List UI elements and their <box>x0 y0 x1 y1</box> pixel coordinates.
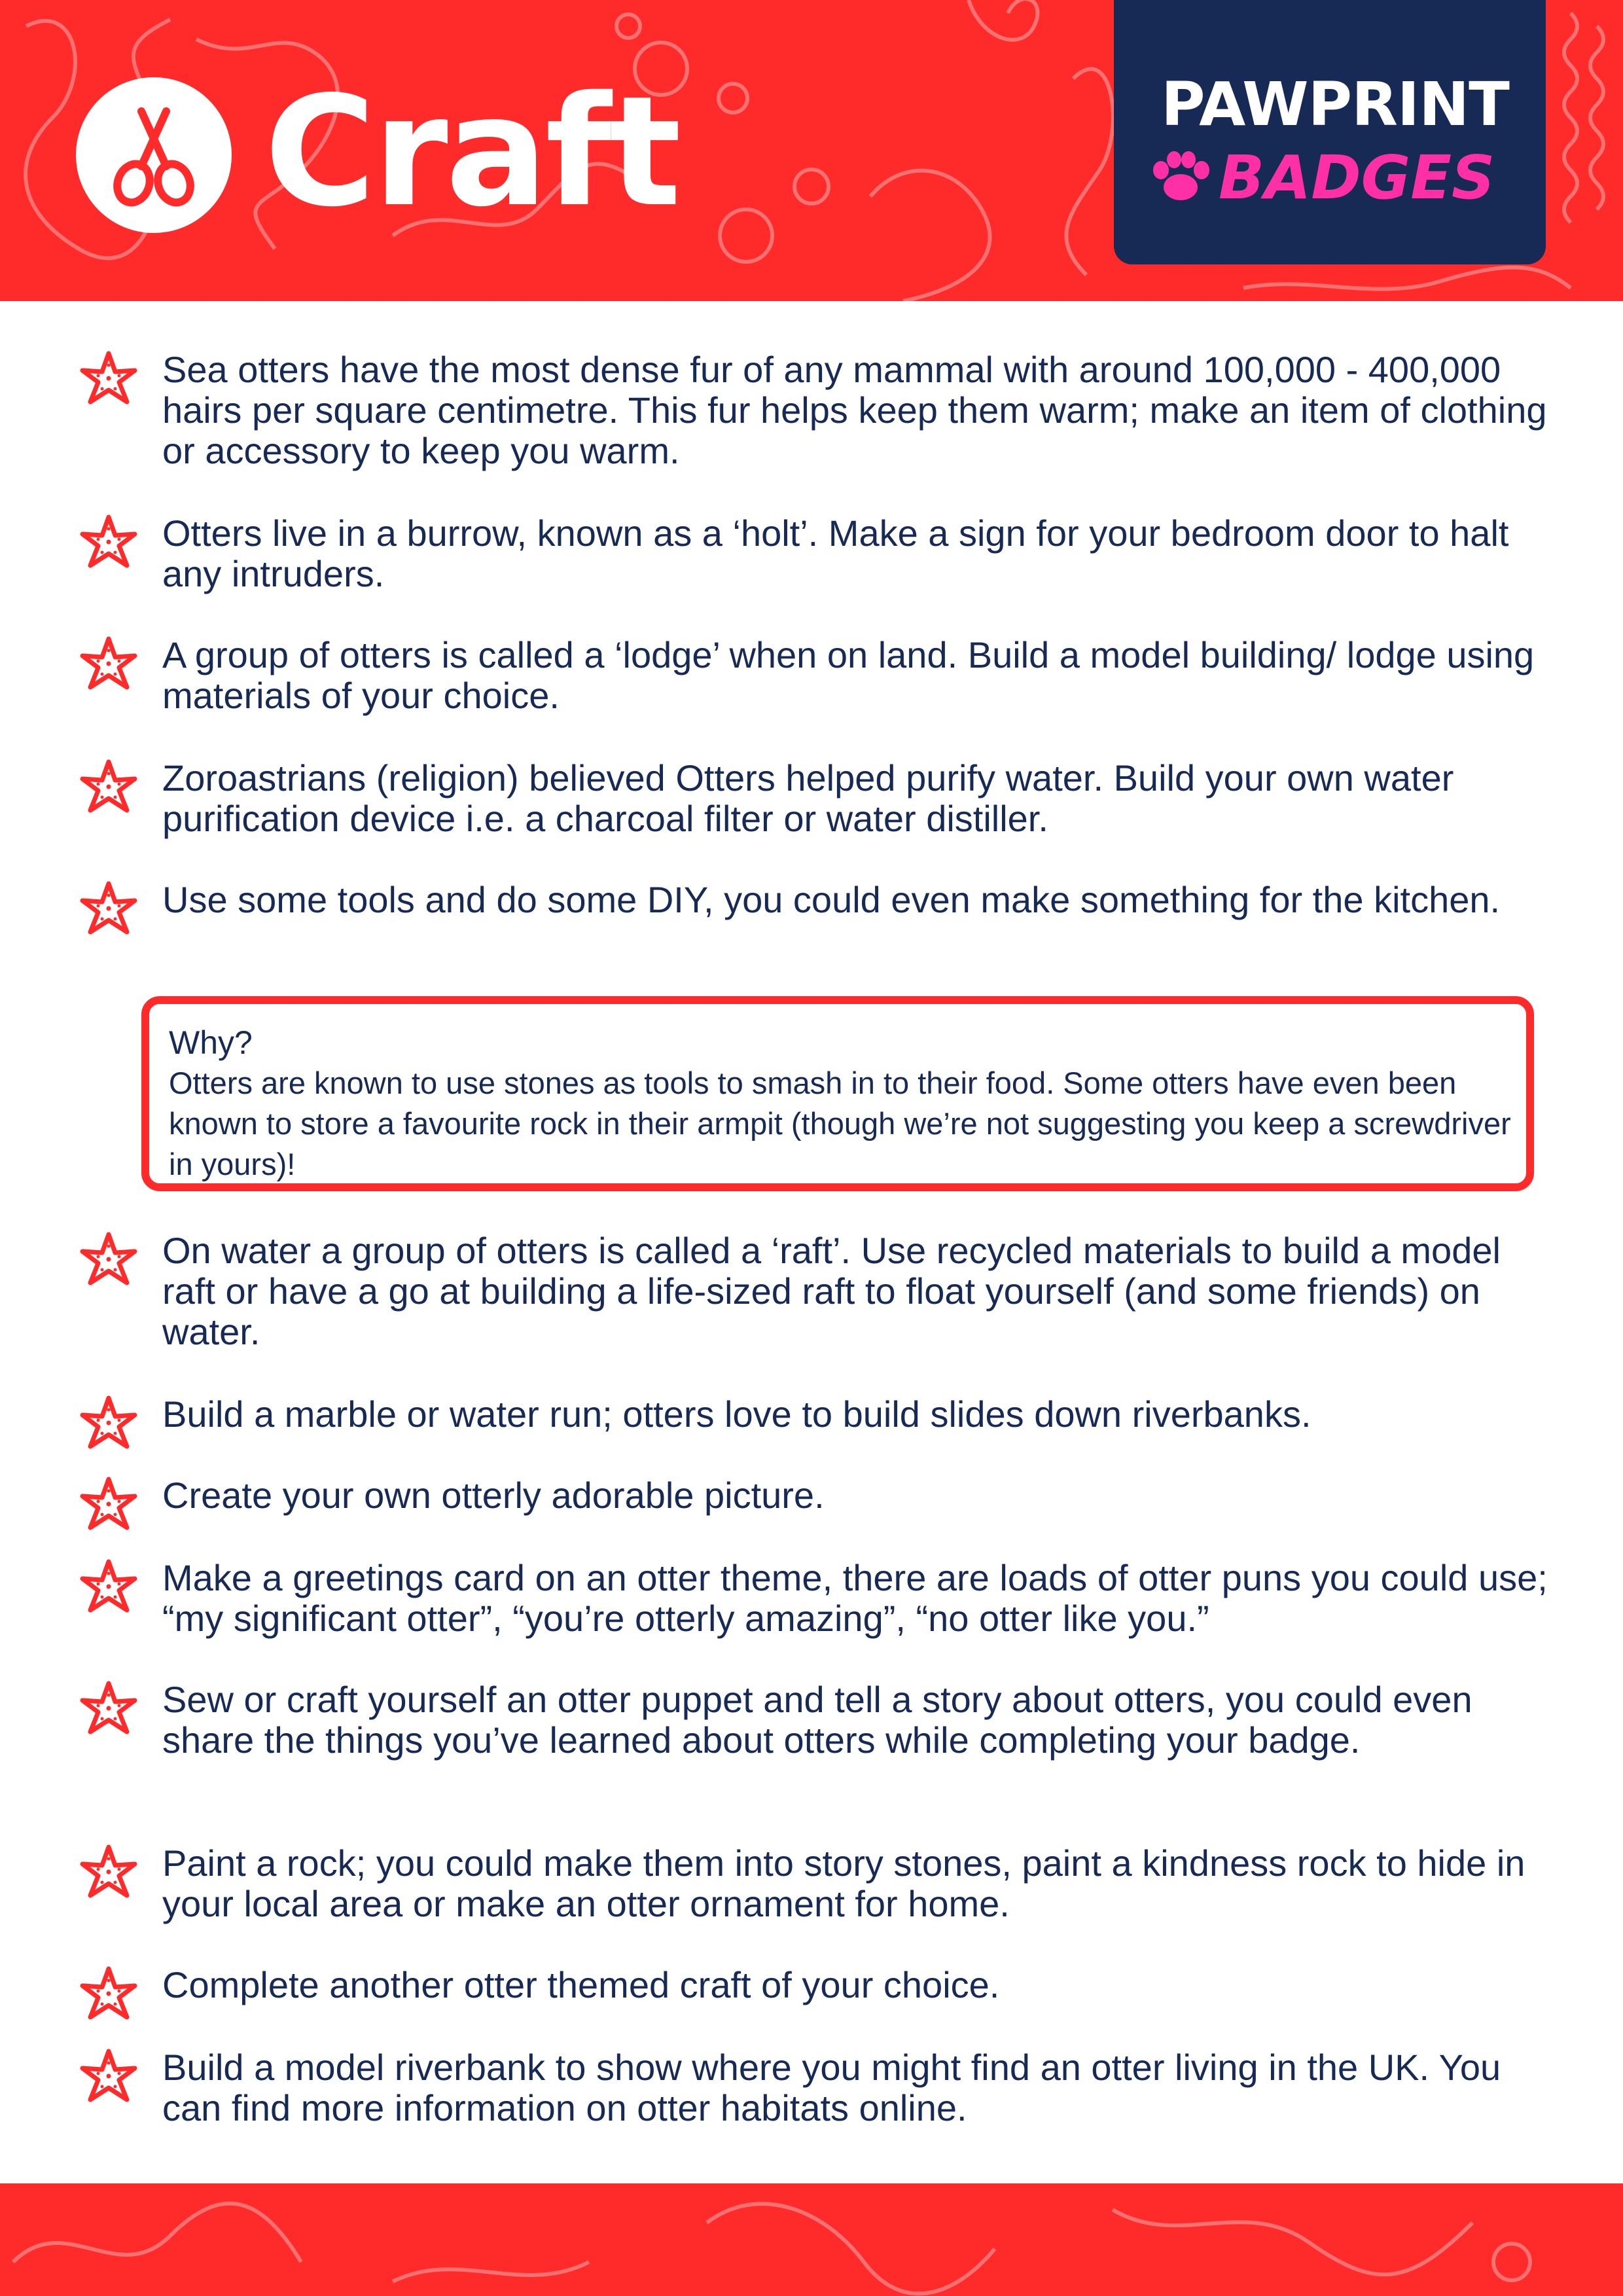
starfish-icon <box>79 635 139 695</box>
item-text: Make a greetings card on an otter theme, there are loads of otter puns you could use; “my significant otter”, “you’re otterly amazing”, “no otter like you.” <box>162 1557 1548 1639</box>
starfish-icon <box>79 1475 139 1535</box>
item-text: Sew or craft yourself an otter puppet and tell a story about otters, you could even share the things you’ve learned about otters while completing your badge. <box>162 1679 1472 1761</box>
item-text: Build a model riverbank to show where you might find an otter living in the UK. You can find more information on otter habitats online. <box>162 2047 1501 2128</box>
starfish-icon <box>79 513 139 573</box>
starfish-icon <box>79 2047 139 2108</box>
item-text: A group of otters is called a ‘lodge’ when on land. Build a model building/ lodge using materials of your choice. <box>162 634 1535 716</box>
scissors-icon <box>76 77 232 233</box>
starfish-icon <box>79 1965 139 2025</box>
brand-logo <box>1114 0 1546 264</box>
starfish-icon <box>79 1679 139 1740</box>
item-text: Sea otters have the most dense fur of any mammal with around 100,000 - 400,000 hairs per square centimetre. This fur helps keep them warm; make an item of clothing or accessory to keep you warm. <box>162 349 1547 471</box>
page-footer <box>0 2183 1623 2296</box>
item-text: Build a marble or water run; otters love to build slides down riverbanks. <box>162 1393 1311 1435</box>
item-text: Zoroastrians (religion) believed Otters helped purify water. Build your own water purification device i.e. a charcoal filter or water distiller. <box>162 757 1454 839</box>
why-text: Otters are known to use stones as tools to smash in to their food. Some otters have even been known to store a favourite rock in their armpit (though we’re not suggesting you keep a screwdriver in yours)! <box>169 1066 1511 1181</box>
page-title: Craft <box>264 63 679 240</box>
logo-line2: BADGES <box>1219 143 1495 213</box>
starfish-icon <box>79 1394 139 1454</box>
starfish-icon <box>79 350 139 410</box>
page-header <box>0 0 1623 301</box>
why-label: Why? <box>169 1024 253 1061</box>
item-text: On water a group of otters is called a ‘raft’. Use recycled materials to build a model raft or have a go at building a life-sized raft to float yourself (and some friends) on water. <box>162 1230 1501 1352</box>
footer-decorative-pattern <box>0 2183 1623 2296</box>
starfish-icon <box>79 758 139 818</box>
paw-icon <box>1149 151 1212 203</box>
logo-line1: PAWPRINT <box>1161 69 1509 139</box>
starfish-icon <box>79 1843 139 1903</box>
item-text: Otters live in a burrow, known as a ‘holt’. Make a sign for your bedroom door to halt any intruders. <box>162 512 1509 594</box>
item-text: Paint a rock; you could make them into story stones, paint a kindness rock to hide in your local area or make an otter ornament for home. <box>162 1842 1525 1924</box>
item-text: Use some tools and do some DIY, you could even make something for the kitchen. <box>162 879 1501 920</box>
item-text: Complete another otter themed craft of your choice. <box>162 1964 1000 2005</box>
item-text: Create your own otterly adorable picture. <box>162 1475 825 1516</box>
starfish-icon <box>79 1558 139 1618</box>
why-callout-box <box>141 996 1534 1191</box>
starfish-icon <box>79 1230 139 1291</box>
starfish-icon <box>79 880 139 940</box>
